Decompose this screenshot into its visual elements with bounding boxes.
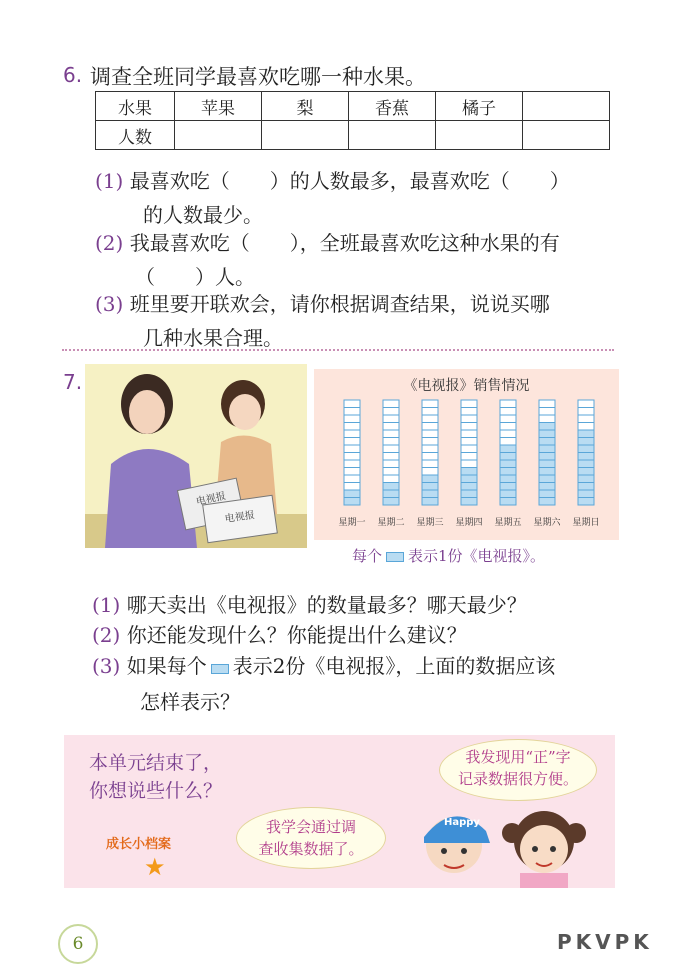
- bar-cell-filled: [539, 438, 555, 446]
- bar-cell-filled: [578, 498, 594, 506]
- bar-cell-empty: [422, 408, 438, 416]
- bar-cell-empty: [344, 438, 360, 446]
- summary-line: 本单元结束了，: [89, 752, 223, 774]
- x-tick-label: 星期三: [416, 518, 444, 528]
- bar-cell-filled: [539, 430, 555, 438]
- bar-cell-filled: [578, 445, 594, 453]
- sub-index: (3): [95, 292, 124, 316]
- sub-text: 哪天卖出《电视报》的数量最多？哪天最少？: [126, 593, 527, 617]
- bar-cell-filled: [500, 468, 516, 476]
- bar-cell-empty: [461, 400, 477, 408]
- bar-cell-empty: [500, 400, 516, 408]
- bar-cell-empty: [422, 468, 438, 476]
- bar-cell-empty: [383, 460, 399, 468]
- table-row: [96, 92, 610, 121]
- bar-cell-filled: [422, 498, 438, 506]
- newspaper-label: 电视报: [224, 509, 256, 526]
- bar-cell-empty: [539, 415, 555, 423]
- bar-cell-filled: [539, 498, 555, 506]
- bar-cell-filled: [500, 460, 516, 468]
- sub-text: （ ）人。: [135, 265, 255, 289]
- question-7-sub-1: [92, 588, 527, 622]
- bar-cell-empty: [422, 400, 438, 408]
- newspaper-label: 电视报: [195, 490, 227, 508]
- x-tick-label: 星期五: [494, 518, 522, 528]
- bubble-line: 记录数据很方便。: [457, 770, 578, 788]
- bar-cell-empty: [383, 445, 399, 453]
- page-number: 6: [58, 924, 98, 964]
- bar-cell-empty: [500, 438, 516, 446]
- chart-title: 《电视报》销售情况: [403, 378, 530, 394]
- sub-index: (2): [95, 231, 124, 255]
- bar-cell-empty: [461, 415, 477, 423]
- bar-cell-empty: [500, 423, 516, 431]
- bar-cell-filled: [539, 453, 555, 461]
- chart-legend: [352, 545, 545, 566]
- bar-cell-empty: [383, 475, 399, 483]
- sales-chart: [314, 369, 619, 540]
- bar-cell-filled: [500, 483, 516, 491]
- star-icon: ★: [144, 853, 166, 881]
- bar-cell-filled: [422, 490, 438, 498]
- bar-cell-empty: [344, 468, 360, 476]
- bar-cell-filled: [422, 475, 438, 483]
- bar-cell-filled: [578, 483, 594, 491]
- bar-cell-filled: [344, 498, 360, 506]
- bar-cell-empty: [344, 430, 360, 438]
- bubble-line: 我学会通过调: [265, 818, 356, 836]
- watermark: PKVPK: [557, 930, 653, 954]
- sub-text: 我最喜欢吃（ ），全班最喜欢吃这种水果的有: [129, 231, 560, 255]
- unit-cell-icon: [386, 552, 404, 562]
- bar-cell-empty: [383, 438, 399, 446]
- legend-prefix: 每个: [352, 547, 383, 565]
- sub-text: 几种水果合理。: [143, 326, 283, 350]
- sub-index: (1): [95, 169, 124, 193]
- bar-cell-filled: [422, 483, 438, 491]
- newspaper-sellers-illustration: [85, 364, 307, 548]
- bar-cell-empty: [344, 483, 360, 491]
- bar-cell-filled: [500, 453, 516, 461]
- bar-cell-empty: [344, 460, 360, 468]
- table-cell: [175, 121, 262, 150]
- table-cell: 梨: [262, 92, 349, 121]
- kids-illustration: [394, 785, 604, 888]
- sub-index: (1): [92, 593, 121, 617]
- bar-cell-filled: [539, 460, 555, 468]
- bar-cell-empty: [422, 415, 438, 423]
- bar-cell-filled: [500, 445, 516, 453]
- bar-cell-empty: [500, 430, 516, 438]
- bar-cell-empty: [500, 415, 516, 423]
- table-cell: 橘子: [436, 92, 523, 121]
- bar-cell-empty: [344, 453, 360, 461]
- bar-cell-empty: [539, 400, 555, 408]
- bar-cell-filled: [578, 453, 594, 461]
- question-6-sub-1: [95, 164, 570, 232]
- bar-cell-empty: [422, 460, 438, 468]
- table-cell: [349, 121, 436, 150]
- bar-cell-empty: [539, 408, 555, 416]
- bar-cell-empty: [461, 460, 477, 468]
- bar-cell-filled: [500, 498, 516, 506]
- bar-cell-filled: [461, 483, 477, 491]
- sub-text: 最喜欢吃（ ）的人数最多，最喜欢吃（ ）: [129, 169, 570, 193]
- x-tick-label: 星期二: [377, 518, 405, 528]
- bar-cell-empty: [500, 408, 516, 416]
- bar-cell-empty: [422, 438, 438, 446]
- cap-label: Happy: [444, 817, 480, 828]
- fruit-survey-table: [95, 91, 610, 150]
- question-7-number: 7.: [63, 370, 83, 394]
- bar-cell-empty: [383, 453, 399, 461]
- bar-cell-filled: [539, 468, 555, 476]
- chart-svg: [314, 369, 619, 540]
- bar-cell-empty: [578, 415, 594, 423]
- bar-cell-filled: [500, 490, 516, 498]
- bar-cell-filled: [578, 490, 594, 498]
- bar-cell-empty: [344, 400, 360, 408]
- bar-cell-filled: [461, 498, 477, 506]
- bar-cell-filled: [344, 490, 360, 498]
- bar-cell-empty: [422, 453, 438, 461]
- unit-summary-box: [64, 735, 615, 888]
- bar-cell-empty: [344, 423, 360, 431]
- bar-cell-empty: [461, 445, 477, 453]
- bar-cell-filled: [578, 438, 594, 446]
- speech-bubble: [236, 807, 386, 869]
- bar-cell-filled: [578, 475, 594, 483]
- bar-cell-filled: [383, 498, 399, 506]
- summary-line: 你想说些什么？: [89, 780, 223, 802]
- bar-cell-empty: [578, 400, 594, 408]
- bar-cell-filled: [539, 445, 555, 453]
- bar-cell-filled: [461, 475, 477, 483]
- question-6-sub-2: [95, 226, 560, 294]
- question-7-sub-2: [92, 618, 467, 652]
- bar-cell-filled: [578, 468, 594, 476]
- bar-cell-empty: [578, 423, 594, 431]
- question-6-title: 调查全班同学最喜欢吃哪一种水果。: [90, 65, 426, 89]
- table-row: [96, 121, 610, 150]
- bar-cell-empty: [383, 468, 399, 476]
- table-cell: 苹果: [175, 92, 262, 121]
- sub-text: 你还能发现什么？你能提出什么建议？: [126, 623, 467, 647]
- bar-cell-empty: [344, 475, 360, 483]
- x-tick-label: 星期四: [455, 518, 483, 528]
- bar-cell-empty: [383, 400, 399, 408]
- bar-cell-empty: [578, 408, 594, 416]
- sub-index: (3): [92, 654, 121, 678]
- table-cell: [262, 121, 349, 150]
- bar-cell-empty: [461, 430, 477, 438]
- question-7-sub-3: [92, 649, 555, 719]
- table-cell: 人数: [96, 121, 175, 150]
- table-cell: [436, 121, 523, 150]
- bar-cell-filled: [539, 423, 555, 431]
- bubble-line: 查收集数据了。: [258, 840, 364, 858]
- sub-text: 的人数最少。: [143, 203, 263, 227]
- question-6-number: 6.: [63, 63, 83, 87]
- bar-cell-empty: [383, 430, 399, 438]
- sub-text: 班里要开联欢会，请你根据调查结果，说说买哪: [129, 292, 550, 316]
- question-6-sub-3: [95, 287, 550, 355]
- bar-cell-filled: [461, 490, 477, 498]
- bar-cell-filled: [539, 475, 555, 483]
- bar-cell-empty: [461, 423, 477, 431]
- bar-cell-filled: [383, 490, 399, 498]
- bar-cell-filled: [461, 468, 477, 476]
- bar-cell-empty: [344, 415, 360, 423]
- sub-text: 如果每个: [126, 654, 207, 678]
- x-tick-label: 星期六: [533, 518, 561, 528]
- bar-cell-empty: [461, 438, 477, 446]
- table-cell: 水果: [96, 92, 175, 121]
- bar-cell-filled: [578, 430, 594, 438]
- bar-cell-empty: [383, 415, 399, 423]
- bar-cell-empty: [344, 445, 360, 453]
- bar-cell-empty: [461, 408, 477, 416]
- x-tick-label: 星期一: [338, 518, 366, 528]
- bar-cell-empty: [422, 430, 438, 438]
- bar-cell-filled: [539, 490, 555, 498]
- bar-cell-filled: [539, 483, 555, 491]
- bar-cell-filled: [500, 475, 516, 483]
- bar-cell-empty: [344, 408, 360, 416]
- bar-cell-filled: [383, 483, 399, 491]
- section-divider: [62, 349, 614, 351]
- sub-text: 表示2份《电视报》，上面的数据应该: [232, 654, 556, 678]
- unit-cell-icon: [211, 664, 229, 674]
- bar-cell-empty: [422, 445, 438, 453]
- sub-text: 怎样表示？: [140, 690, 240, 714]
- bar-cell-filled: [578, 460, 594, 468]
- table-cell: [523, 121, 610, 150]
- bar-cell-empty: [383, 408, 399, 416]
- x-tick-label: 星期日: [572, 518, 600, 528]
- table-cell: 香蕉: [349, 92, 436, 121]
- summary-prompt: [89, 749, 222, 805]
- growth-archive-badge: 成长小档案: [106, 837, 172, 852]
- bar-cell-empty: [383, 423, 399, 431]
- bar-cell-empty: [461, 453, 477, 461]
- table-cell: [523, 92, 610, 121]
- bar-cell-empty: [422, 423, 438, 431]
- legend-suffix: 表示1份《电视报》。: [408, 547, 546, 565]
- sub-index: (2): [92, 623, 121, 647]
- bubble-line: 我发现用“正”字: [465, 748, 571, 766]
- illustration-graphic: [85, 364, 307, 548]
